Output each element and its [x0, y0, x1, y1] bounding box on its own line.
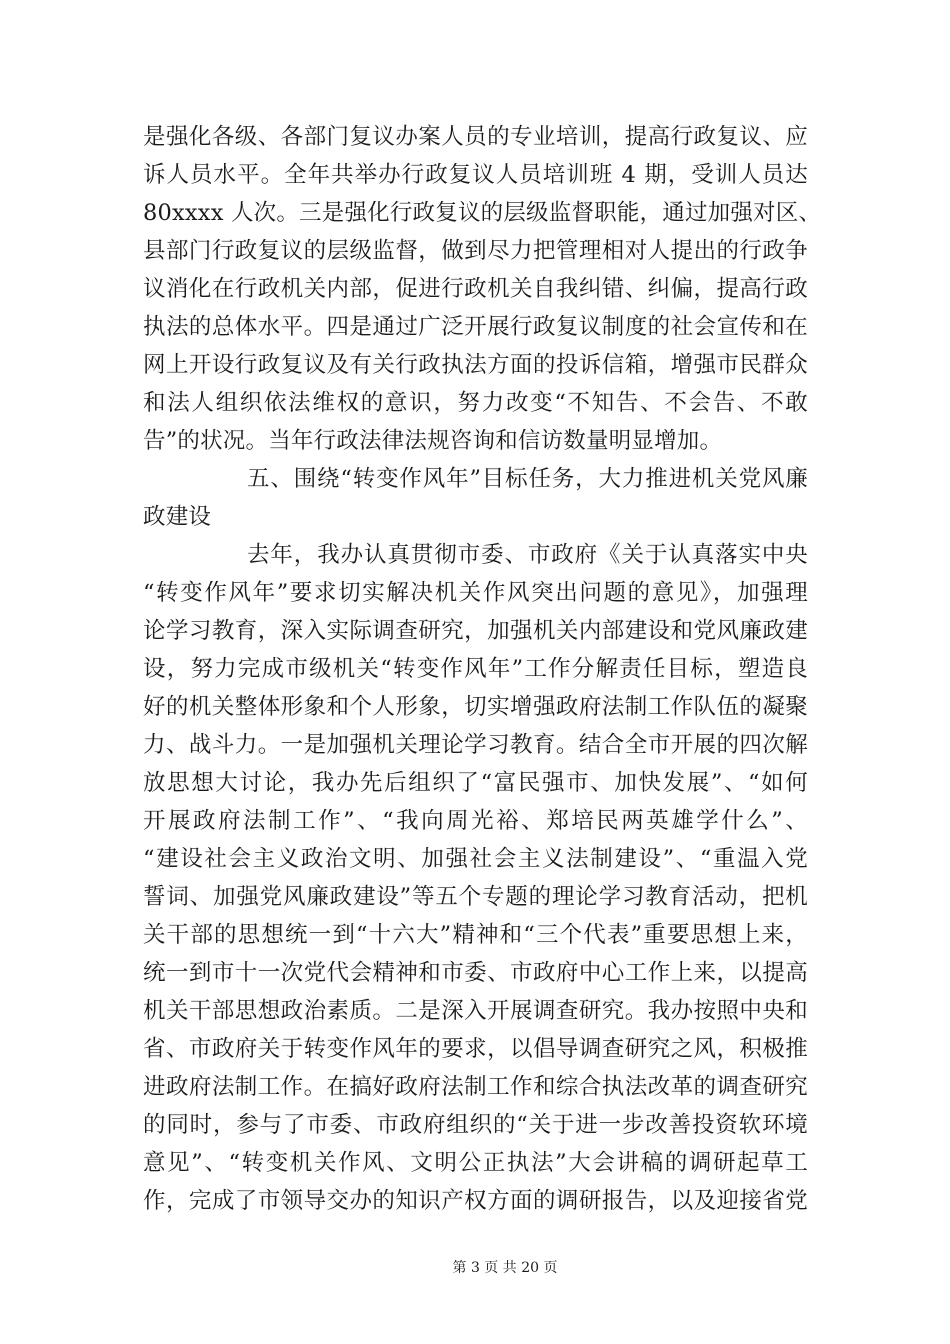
- text-line: 告”的状况。当年行政法律法规咨询和信访数量明显增加。: [143, 428, 723, 454]
- text-line: 诉人员水平。全年共举办行政复议人员培训班 4 期，受训人员达: [143, 162, 808, 188]
- text-line: 县部门行政复议的层级监督，做到尽力把管理相对人提出的行政争: [143, 238, 808, 264]
- text-line: “转变作风年”要求切实解决机关作风突出问题的意见》，加强理: [143, 580, 808, 606]
- text-line: 设，努力完成市级机关“转变作风年”工作分解责任目标，塑造良: [143, 656, 808, 682]
- text-line: 统一到市十一次党代会精神和市委、市政府中心工作上来，以提高: [143, 960, 808, 986]
- text-line: 开展政府法制工作”、“我向周光裕、郑培民两英雄学什么”、: [143, 808, 808, 834]
- section-heading: 五、围绕“转变作风年”目标任务，大力推进机关党风廉: [247, 466, 808, 492]
- paragraph-first-line: 去年，我办认真贯彻市委、市政府《关于认真落实中央: [247, 542, 808, 568]
- text-line: 力、战斗力。一是加强机关理论学习教育。结合全市开展的四次解: [143, 732, 808, 758]
- text-line: 省、市政府关于转变作风年的要求，以倡导调查研究之风，积极推: [143, 1036, 808, 1062]
- text-line: “建设社会主义政治文明、加强社会主义法制建设”、“重温入党: [143, 846, 808, 872]
- text-line: 80xxxx 人次。三是强化行政复议的层级监督职能，通过加强对区、: [143, 200, 822, 226]
- section-heading-continuation: 政建设: [143, 504, 212, 530]
- text-line: 进政府法制工作。在搞好政府法制工作和综合执法改革的调查研究: [143, 1074, 808, 1100]
- text-line: 执法的总体水平。四是通过广泛开展行政复议制度的社会宣传和在: [143, 314, 808, 340]
- page-number-footer: 第 3 页 共 20 页: [452, 1260, 558, 1276]
- text-line: 网上开设行政复议及有关行政执法方面的投诉信箱，增强市民群众: [143, 352, 808, 378]
- text-line: 论学习教育，深入实际调查研究，加强机关内部建设和党风廉政建: [143, 618, 808, 644]
- text-line: 的同时，参与了市委、市政府组织的“关于进一步改善投资软环境: [143, 1112, 808, 1138]
- text-line: 是强化各级、各部门复议办案人员的专业培训，提高行政复议、应: [143, 124, 808, 150]
- text-line: 议消化在行政机关内部，促进行政机关自我纠错、纠偏，提高行政: [143, 276, 808, 302]
- text-line: 好的机关整体形象和个人形象，切实增强政府法制工作队伍的凝聚: [143, 694, 808, 720]
- text-line: 作，完成了市领导交办的知识产权方面的调研报告，以及迎接省党: [143, 1188, 808, 1214]
- text-line: 誓词、加强党风廉政建设”等五个专题的理论学习教育活动，把机: [143, 884, 808, 910]
- text-line: 放思想大讨论，我办先后组织了“富民强市、加快发展”、“如何: [143, 770, 808, 796]
- text-line: 意见”、“转变机关作风、文明公正执法”大会讲稿的调研起草工: [143, 1150, 808, 1176]
- text-line: 和法人组织依法维权的意识，努力改变“不知告、不会告、不敢: [143, 390, 808, 416]
- text-line: 关干部的思想统一到“十六大”精神和“三个代表”重要思想上来，: [143, 922, 808, 948]
- text-line: 机关干部思想政治素质。二是深入开展调查研究。我办按照中央和: [143, 998, 808, 1024]
